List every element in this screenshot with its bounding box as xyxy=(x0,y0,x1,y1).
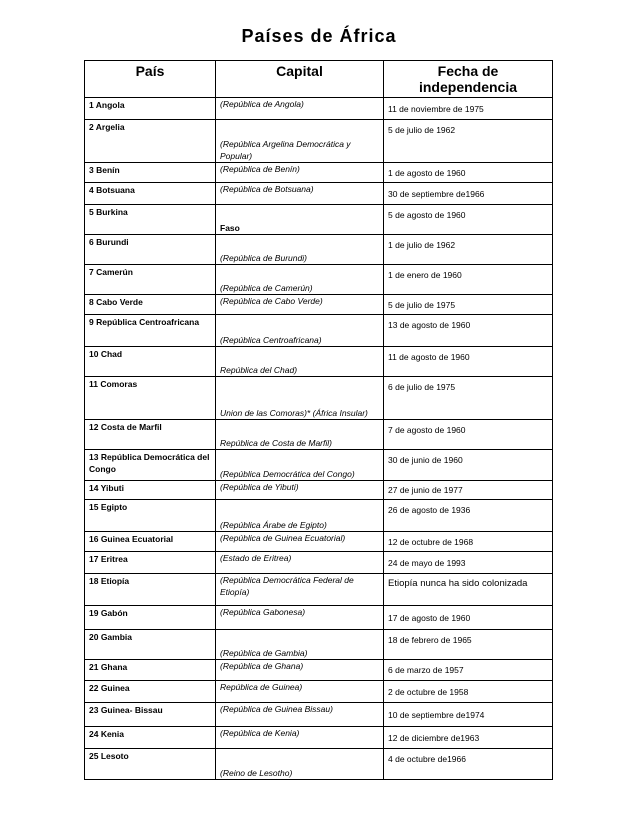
cell-pais: 19 Gabón xyxy=(85,606,216,630)
cell-fecha: 11 de agosto de 1960 xyxy=(384,347,553,377)
cell-pais: 11 Comoras xyxy=(85,377,216,420)
table-row xyxy=(85,681,553,703)
cell-pais: 20 Gambia xyxy=(85,630,216,660)
table-row xyxy=(85,265,553,295)
cell-pais: 25 Lesoto xyxy=(85,749,216,780)
cell-capital: Union de las Comoras)* (África Insular) xyxy=(216,377,384,420)
table-row xyxy=(85,205,553,235)
cell-capital: (República de Guinea Bissau) xyxy=(216,703,384,727)
cell-pais: 8 Cabo Verde xyxy=(85,295,216,315)
cell-pais: 7 Camerún xyxy=(85,265,216,295)
cell-pais: 12 Costa de Marfil xyxy=(85,420,216,450)
cell-capital: (República de Camerún) xyxy=(216,265,384,295)
table-row xyxy=(85,98,553,120)
cell-fecha: Etiopía nunca ha sido colonizada xyxy=(384,574,553,606)
cell-fecha: 24 de mayo de 1993 xyxy=(384,552,553,574)
cell-capital: (República de Gambia) xyxy=(216,630,384,660)
table-row xyxy=(85,660,553,681)
countries-table xyxy=(84,60,553,780)
cell-capital: (República de Ghana) xyxy=(216,660,384,681)
cell-pais: 18 Etiopía xyxy=(85,574,216,606)
table-row xyxy=(85,552,553,574)
cell-capital: (República de Burundi) xyxy=(216,235,384,265)
cell-pais: 24 Kenia xyxy=(85,727,216,749)
cell-fecha: 5 de julio de 1962 xyxy=(384,120,553,163)
cell-fecha: 27 de junio de 1977 xyxy=(384,481,553,500)
table-row xyxy=(85,347,553,377)
cell-fecha: 7 de agosto de 1960 xyxy=(384,420,553,450)
header-fecha: Fecha de independencia xyxy=(384,61,553,98)
cell-fecha: 13 de agosto de 1960 xyxy=(384,315,553,347)
cell-capital: República de Costa de Marfil) xyxy=(216,420,384,450)
cell-capital: (República Democrática del Congo) xyxy=(216,450,384,481)
cell-pais: 22 Guinea xyxy=(85,681,216,703)
cell-pais: 3 Benín xyxy=(85,163,216,183)
table-row xyxy=(85,120,553,163)
cell-pais: 6 Burundi xyxy=(85,235,216,265)
table-row xyxy=(85,235,553,265)
cell-fecha: 10 de septiembre de1974 xyxy=(384,703,553,727)
cell-pais: 17 Eritrea xyxy=(85,552,216,574)
cell-pais: 10 Chad xyxy=(85,347,216,377)
cell-fecha: 4 de octubre de1966 xyxy=(384,749,553,780)
table-row xyxy=(85,532,553,552)
table-row xyxy=(85,481,553,500)
cell-capital: (República de Angola) xyxy=(216,98,384,120)
cell-fecha: 18 de febrero de 1965 xyxy=(384,630,553,660)
cell-fecha: 6 de julio de 1975 xyxy=(384,377,553,420)
cell-capital: (República de Kenia) xyxy=(216,727,384,749)
cell-capital: (Estado de Eritrea) xyxy=(216,552,384,574)
table-row xyxy=(85,727,553,749)
cell-capital: (República de Guinea Ecuatorial) xyxy=(216,532,384,552)
cell-pais: 2 Argelia xyxy=(85,120,216,163)
cell-capital: (República de Botsuana) xyxy=(216,183,384,205)
table-row xyxy=(85,315,553,347)
cell-fecha: 6 de marzo de 1957 xyxy=(384,660,553,681)
table-row xyxy=(85,606,553,630)
table-row xyxy=(85,377,553,420)
cell-pais: 23 Guinea- Bissau xyxy=(85,703,216,727)
table-row xyxy=(85,450,553,481)
cell-fecha: 12 de diciembre de1963 xyxy=(384,727,553,749)
cell-fecha: 26 de agosto de 1936 xyxy=(384,500,553,532)
cell-fecha: 5 de julio de 1975 xyxy=(384,295,553,315)
table-row xyxy=(85,574,553,606)
cell-fecha: 12 de octubre de 1968 xyxy=(384,532,553,552)
cell-fecha: 1 de julio de 1962 xyxy=(384,235,553,265)
table-row xyxy=(85,163,553,183)
cell-capital: (República de Cabo Verde) xyxy=(216,295,384,315)
table-row xyxy=(85,295,553,315)
cell-capital: (República de Benín) xyxy=(216,163,384,183)
table-row xyxy=(85,500,553,532)
cell-pais: 9 República Centroafricana xyxy=(85,315,216,347)
cell-fecha: 30 de septiembre de1966 xyxy=(384,183,553,205)
table-row xyxy=(85,420,553,450)
table-row xyxy=(85,749,553,780)
cell-pais: 1 Angola xyxy=(85,98,216,120)
table-row xyxy=(85,183,553,205)
cell-capital: (República Argelina Democrática y Popular) xyxy=(216,120,384,163)
cell-fecha: 1 de enero de 1960 xyxy=(384,265,553,295)
cell-fecha: 1 de agosto de 1960 xyxy=(384,163,553,183)
cell-capital: (República Centroafricana) xyxy=(216,315,384,347)
cell-fecha: 5 de agosto de 1960 xyxy=(384,205,553,235)
cell-capital: República de Guinea) xyxy=(216,681,384,703)
cell-capital: (República Democrática Federal de Etiopía) xyxy=(216,574,384,606)
cell-pais: 16 Guinea Ecuatorial xyxy=(85,532,216,552)
header-capital: Capital xyxy=(216,61,384,98)
table-row xyxy=(85,703,553,727)
cell-pais: 4 Botsuana xyxy=(85,183,216,205)
cell-pais: 21 Ghana xyxy=(85,660,216,681)
cell-capital: (Reino de Lesotho) xyxy=(216,749,384,780)
page-title: Países de África xyxy=(241,26,397,46)
cell-capital: (República Árabe de Egipto) xyxy=(216,500,384,532)
cell-pais: 14 Yibuti xyxy=(85,481,216,500)
cell-pais: 5 Burkina xyxy=(85,205,216,235)
cell-capital: (República Gabonesa) xyxy=(216,606,384,630)
table-header-row xyxy=(85,61,553,98)
cell-pais: 15 Egipto xyxy=(85,500,216,532)
cell-capital: (República de Yibuti) xyxy=(216,481,384,500)
table-row xyxy=(85,630,553,660)
cell-fecha: 11 de noviembre de 1975 xyxy=(384,98,553,120)
cell-capital: Faso xyxy=(216,205,384,235)
header-pais: País xyxy=(85,61,216,98)
cell-pais: 13 República Democrática del Congo xyxy=(85,450,216,481)
cell-fecha: 30 de junio de 1960 xyxy=(384,450,553,481)
cell-fecha: 2 de octubre de 1958 xyxy=(384,681,553,703)
cell-fecha: 17 de agosto de 1960 xyxy=(384,606,553,630)
cell-capital: República del Chad) xyxy=(216,347,384,377)
